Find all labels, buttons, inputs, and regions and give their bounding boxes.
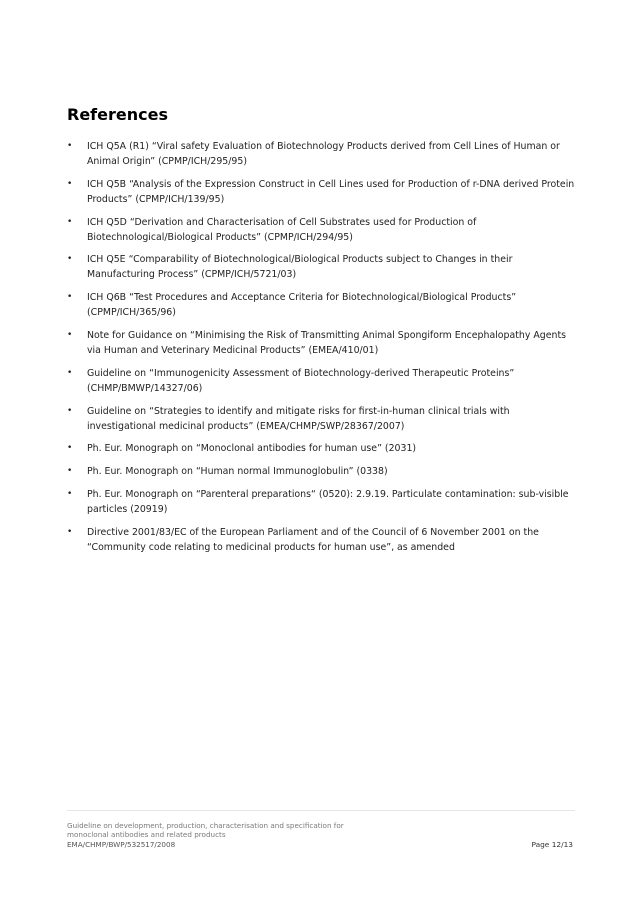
reference-item [67,464,577,479]
reference-item [67,177,577,207]
reference-text: ICH Q5B “Analysis of the Expression Construct in Cell Lines used for Production of r-DNA derived Protein Products” (CPMP/ICH/139/95) [87,178,575,205]
reference-item [67,366,577,396]
reference-text: ICH Q5E “Comparability of Biotechnological/Biological Products subject to Changes in their Manufacturing Process” (CPMP/ICH/5721/03) [87,254,513,281]
bullet-icon: • [67,329,73,340]
reference-text: ICH Q5D “Derivation and Characterisation of Cell Substrates used for Production of Biotechnological/Biological Products” (CPMP/ICH/294/95) [87,216,477,243]
bullet-icon: • [67,488,73,499]
reference-text: Note for Guidance on “Minimising the Risk of Transmitting Animal Spongiform Encephalopathy Agents via Human and Veterinary Medicinal Products” (EMEA/410/01) [87,329,567,356]
reference-text: Guideline on “Immunogenicity Assessment of Biotechnology-derived Therapeutic Proteins” (CHMP/BMWP/14327/06) [87,367,515,394]
bullet-icon: • [67,367,73,378]
reference-item [67,290,577,320]
bullet-icon: • [67,292,73,303]
reference-text: ICH Q6B “Test Procedures and Acceptance Criteria for Biotechnological/Biological Products” (CPMP/ICH/365/96) [87,292,517,319]
bullet-icon: • [67,254,73,265]
reference-text: Ph. Eur. Monograph on “Parenteral preparations“ (0520): 2.9.19. Particulate contamination: sub-visible particles (20919) [87,488,569,515]
reference-item [67,328,577,358]
reference-item [67,252,577,282]
reference-text: Directive 2001/83/EC of the European Parliament and of the Council of 6 November 2001 on the “Community code relating to medicinal products for human use”, as amended [87,526,539,553]
footer-title-line-1: Guideline on development, production, characterisation and specification for [67,821,344,830]
bullet-icon: • [67,178,73,189]
bullet-icon: • [67,141,73,151]
footer-divider [67,810,575,811]
bullet-icon: • [67,216,73,227]
reference-item [67,139,577,169]
reference-item [67,215,577,245]
page-number: Page 12/13 [531,840,573,849]
reference-item [67,404,577,434]
footer-document-info [67,821,397,849]
reference-text: Guideline on “Strategies to identify and mitigate risks for first-in-human clinical trials with investigational medicinal products” (EMEA/CHMP/SWP/28367/2007) [87,405,510,432]
bullet-icon: • [67,405,73,416]
reference-text: Ph. Eur. Monograph on “Monoclonal antibodies for human use” (2031) [87,443,417,455]
bullet-icon: • [67,443,73,454]
footer-title-line-2: monoclonal antibodies and related products [67,830,226,840]
reference-text: ICH Q5A (R1) “Viral safety Evaluation of Biotechnology Products derived from Cell Lines of Human or Animal Origin” (CPMP/ICH/295/95) [87,141,560,167]
section-heading: References [67,105,168,124]
reference-item [67,487,577,517]
reference-list [67,139,577,563]
reference-text: Ph. Eur. Monograph on “Human normal Immunoglobulin” (0338) [87,466,388,478]
bullet-icon: • [67,526,73,537]
footer-document-code: EMA/CHMP/BWP/532517/2008 [67,839,176,849]
reference-item [67,441,577,456]
reference-item [67,525,577,555]
bullet-icon: • [67,466,73,477]
